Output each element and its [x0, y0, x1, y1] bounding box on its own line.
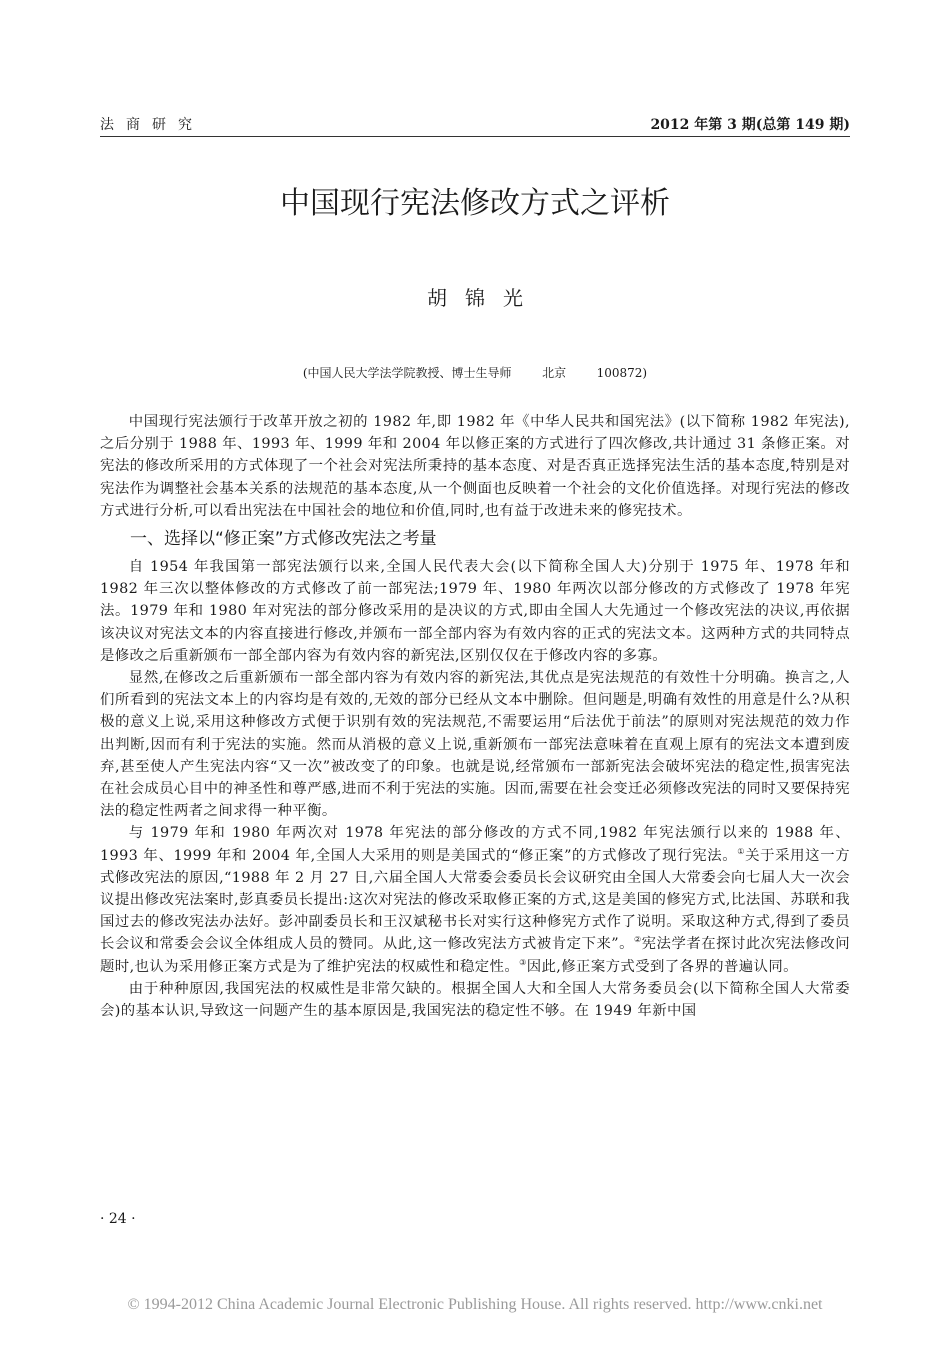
- section-heading-1: 一、选择以“修正案”方式修改宪法之考量: [130, 529, 437, 550]
- paragraph-authority: 由于种种原因,我国宪法的权威性是非常欠缺的。根据全国人大和全国人大常务委员会(以下简称全国人大常委会)的基本认识,导致这一问题产生的基本原因是,我国宪法的稳定性不够。在 1949 年新中国: [100, 980, 850, 1020]
- footnote-ref-3[interactable]: ③: [519, 957, 527, 967]
- paragraph-amendment-method: [100, 822, 850, 977]
- page-number: · 24 ·: [100, 1211, 136, 1227]
- p4-text-3: 宪法学者在探讨此次宪法修改问题时,也认为采用修正案方式是为了维护宪法的权威性和稳定性。: [100, 936, 851, 975]
- p4-text-2: 关于采用这一方式修改宪法的原因,“1988 年 2 月 27 日,六届全国人大常委会委员长会议研究由全国人大常委会向七届人大一次会议提出修改宪法案时,彭真委员长提出:这次对宪法的修改采取修正案的方式,这是美国的修宪方式,比法国、苏联和我国过去的修改宪法办法好。彭冲副委员长和王汉斌秘书长对实行这种修宪方式作了说明。采取这种方式,得到了委员长会议和常委会会议全体组成人员的赞同。从此,这一修改宪法方式被肯定下来”。: [100, 847, 851, 953]
- p4-text-1: 与 1979 年和 1980 年两次对 1978 年宪法的部分修改的方式不同,1982 年宪法颁行以来的 1988 年、1993 年、1999 年和 2004 年,全国人大采用的则是美国式的“修正案”的方式修改了现行宪法。: [100, 825, 850, 864]
- affiliation-postcode: 100872): [596, 366, 648, 380]
- affiliation-institution: (中国人民大学法学院教授、博士生导师: [302, 366, 512, 380]
- footnote-ref-1[interactable]: ①: [737, 846, 746, 856]
- copyright-notice: © 1994-2012 China Academic Journal Electronic Publishing House. All rights reserved. http://www.cnki.net: [127, 1296, 823, 1313]
- journal-name: 法商研究: [100, 117, 204, 133]
- affiliation-city: 北京: [542, 366, 567, 380]
- author-affiliation: [100, 364, 850, 381]
- paragraph-intro: 中国现行宪法颁行于改革开放之初的 1982 年,即 1982 年《中华人民共和国宪法》(以下简称 1982 年宪法),之后分别于 1988 年、1993 年、1999 年和 2004 年以修正案的方式进行了四次修改,共计通过 31 条修正案。对宪法的修改所采用的方式体现了一个社会对宪法所秉持的基本态度、对是否真正选择宪法生活的基本态度,特别是对宪法作为调整社会基本关系的法规范的基本态度,从一个侧面也反映着一个社会的文化价值选择。对现行宪法的修改方式进行分析,可以看出宪法在中国社会的地位和价值,同时,也有益于改进未来的修宪技术。: [100, 414, 850, 519]
- issue-info: 2012 年第 3 期(总第 149 期): [650, 117, 850, 133]
- article-title: 中国现行宪法修改方式之评析: [280, 186, 670, 221]
- author-name: 胡锦光: [427, 286, 541, 310]
- p4-text-4: 因此,修正案方式受到了各界的普遍认同。: [526, 958, 798, 975]
- article-body: [100, 411, 850, 1022]
- footnote-ref-2[interactable]: ②: [634, 935, 642, 945]
- running-header: [100, 112, 850, 137]
- paragraph-analysis: 显然,在修改之后重新颁布一部全部内容为有效内容的新宪法,其优点是宪法规范的有效性十分明确。换言之,人们所看到的宪法文本上的内容均是有效的,无效的部分已经从文本中删除。但问题是,明确有效性的用意是什么?从积极的意义上说,采用这种修改方式便于识别有效的宪法规范,不需要运用“后法优于前法”的原则对宪法规范的效力作出判断,因而有利于宪法的实施。然而从消极的意义上说,重新颁布一部宪法意味着在直观上原有的宪法文本遭到废弃,甚至使人产生宪法内容“又一次”被改变了的印象。也就是说,经常颁布一部新宪法会破坏宪法的稳定性,损害宪法在社会成员心目中的神圣性和尊严感,进而不利于宪法的实施。因而,需要在社会变迁必须修改宪法的同时又要保持宪法的稳定性两者之间求得一种平衡。: [100, 670, 850, 820]
- paragraph-history: 自 1954 年我国第一部宪法颁行以来,全国人民代表大会(以下简称全国人大)分别于 1975 年、1978 年和 1982 年三次以整体修改的方式修改了前一部宪法;1979 年、1980 年两次以部分修改的方式修改了 1978 年宪法。1979 年和 1980 年对宪法的部分修改采用的是决议的方式,即由全国人大先通过一个修改宪法的决议,再依据该决议对宪法文本的内容直接进行修改,并颁布一部全部内容为有效内容的正式的宪法文本。这两种方式的共同特点是修改之后重新颁布一部全部内容为有效内容的新宪法,区别仅仅在于修改内容的多寡。: [100, 559, 850, 664]
